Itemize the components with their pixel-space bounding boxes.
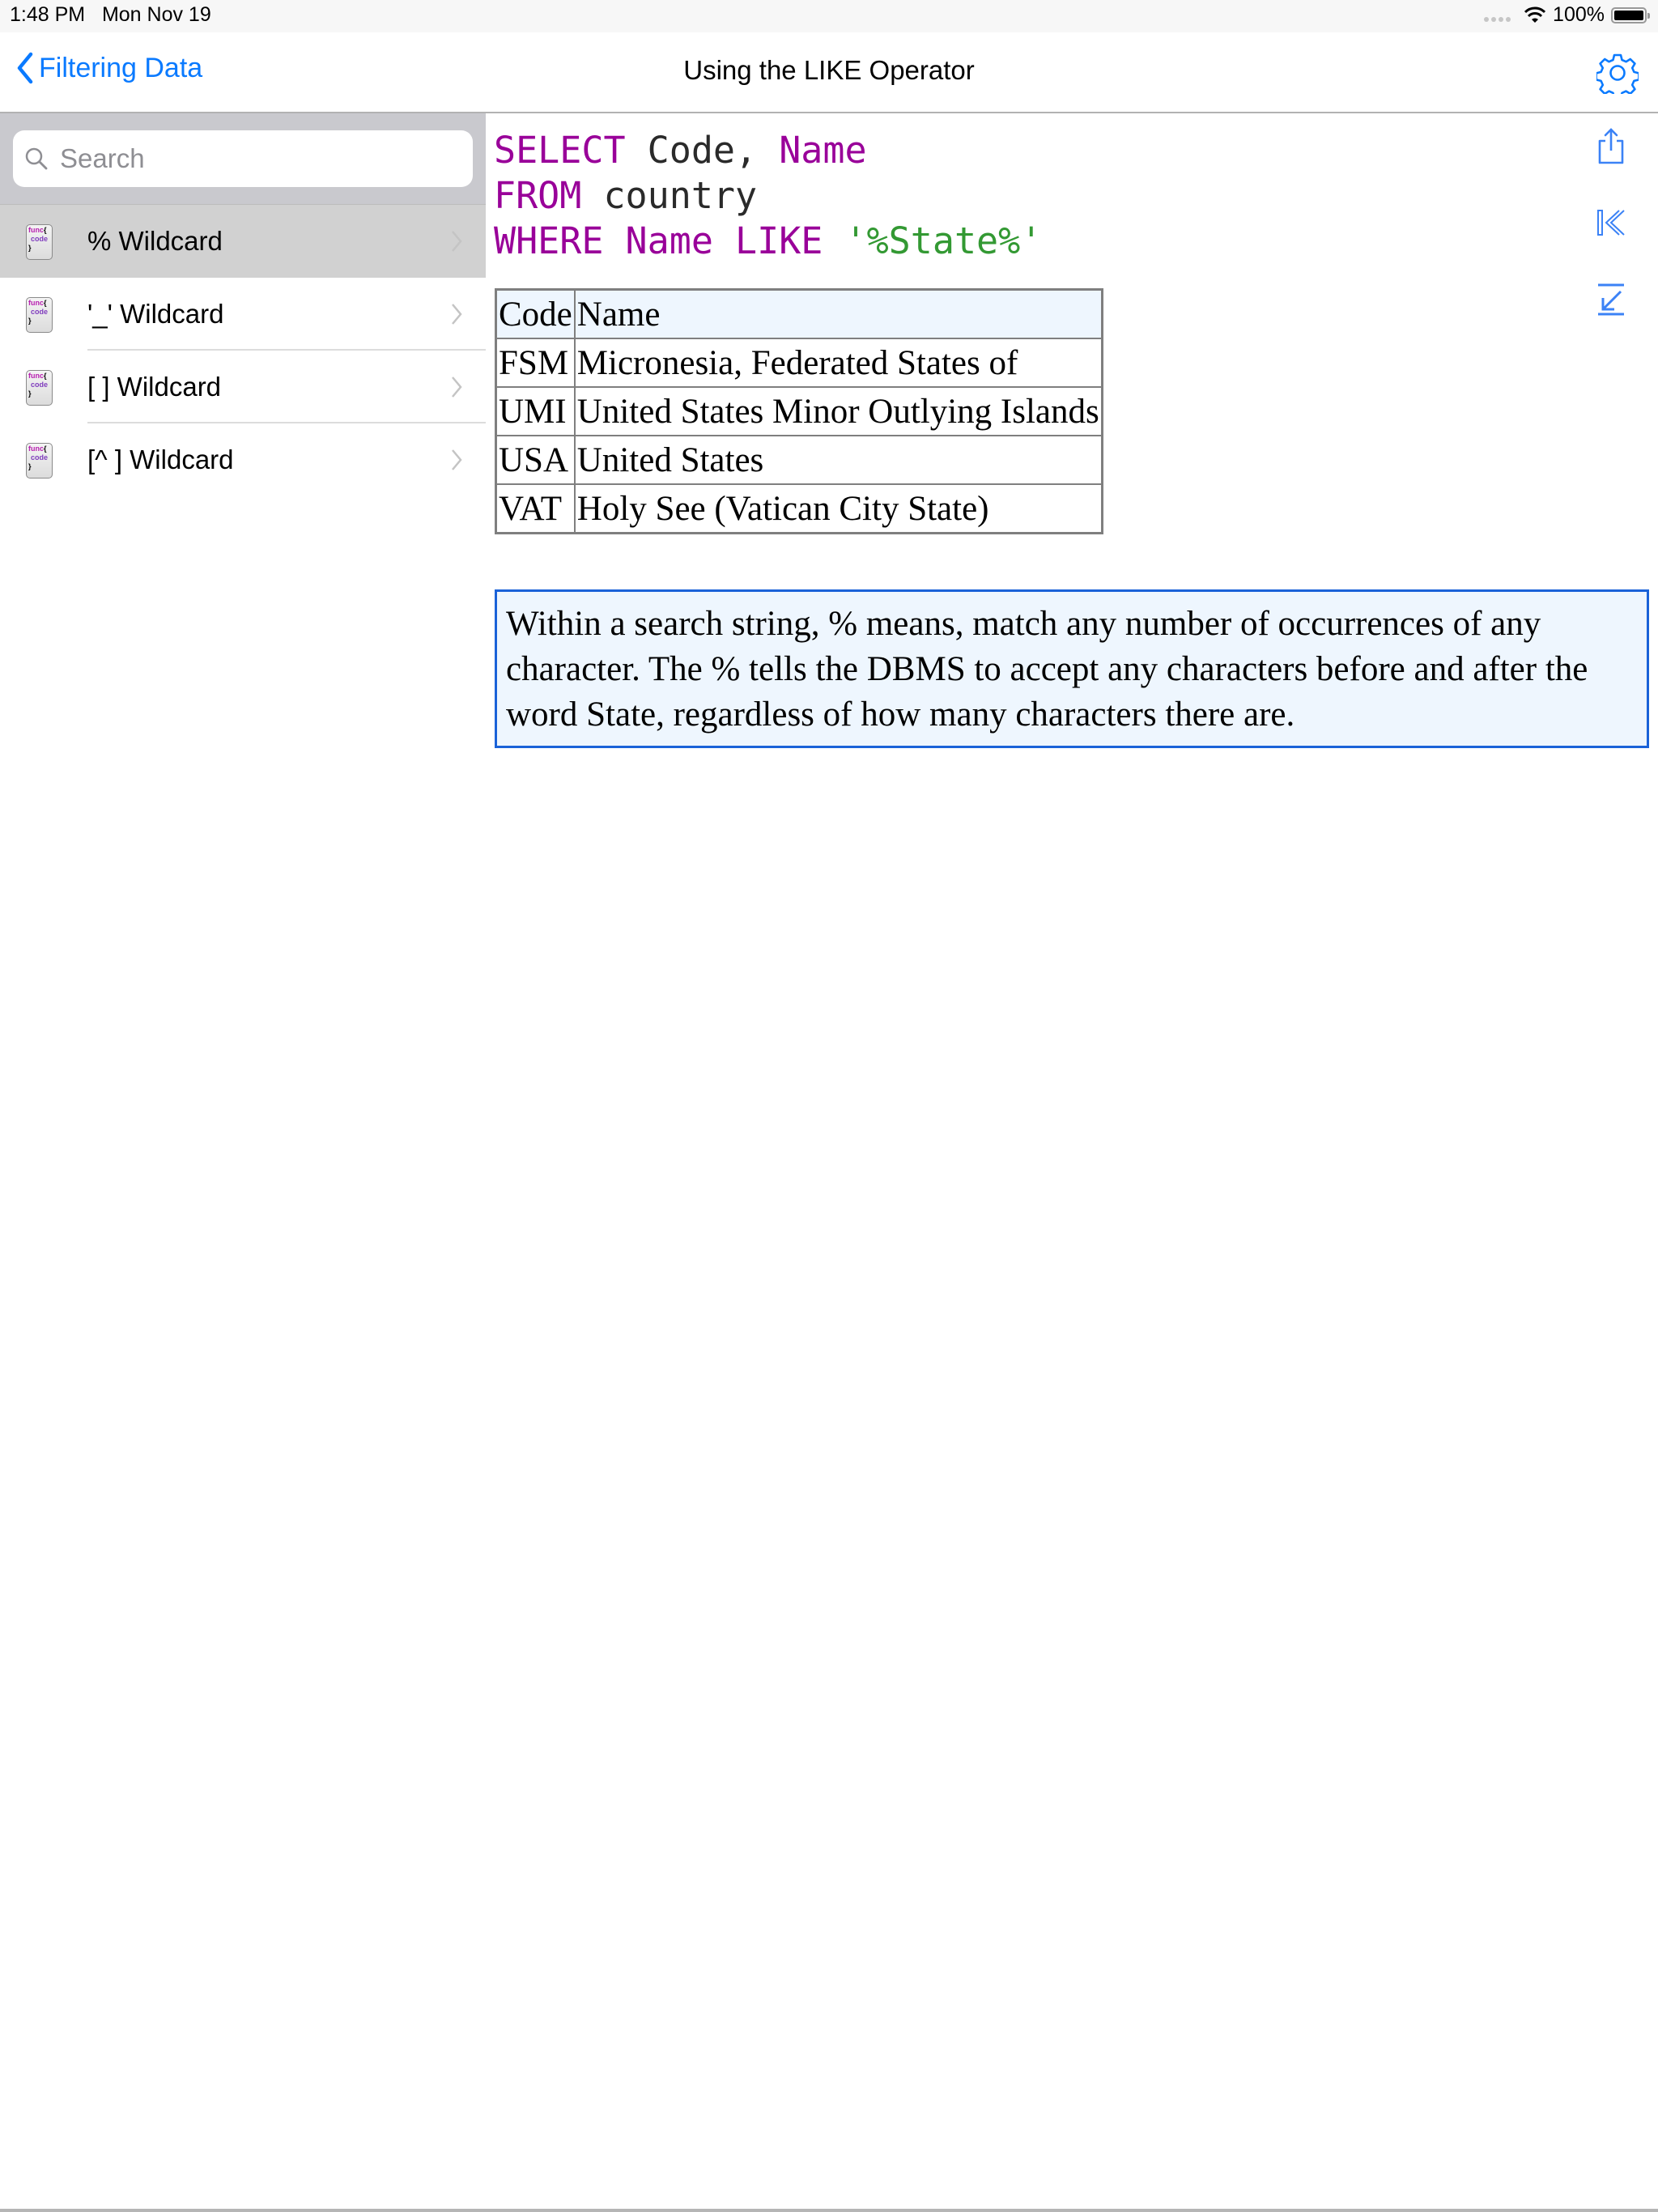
date-text: Mon Nov 19 bbox=[101, 3, 211, 26]
cell-code: VAT bbox=[496, 484, 575, 534]
code-file-icon: func{ code } bbox=[26, 224, 53, 260]
list-item-label: '_' Wildcard bbox=[87, 299, 224, 329]
cell-code: USA bbox=[496, 436, 575, 484]
code-file-icon: func{ code } bbox=[26, 297, 53, 333]
search-input[interactable] bbox=[58, 143, 450, 175]
column-header-name: Name bbox=[575, 290, 1102, 339]
chevron-right-icon bbox=[450, 229, 463, 253]
signal-dots-icon bbox=[1484, 17, 1511, 22]
list-item-label: [ ] Wildcard bbox=[87, 372, 222, 402]
time-text: 1:48 PM bbox=[10, 3, 86, 26]
table-row bbox=[496, 338, 1103, 387]
scroll-to-bottom-icon[interactable] bbox=[1595, 279, 1627, 319]
cell-name: Micronesia, Federated States of bbox=[575, 338, 1102, 387]
chevron-right-icon bbox=[450, 302, 463, 326]
result-table bbox=[495, 288, 1103, 534]
search-icon bbox=[24, 147, 49, 171]
page-title: Using the LIKE Operator bbox=[683, 55, 975, 85]
chevron-right-icon bbox=[450, 448, 463, 472]
table-row bbox=[496, 484, 1103, 534]
navigation-bar bbox=[0, 32, 1658, 113]
list-item-bracket-wildcard[interactable] bbox=[0, 351, 486, 423]
cell-name: United States bbox=[575, 436, 1102, 484]
search-field[interactable] bbox=[13, 130, 473, 187]
code-file-icon: func{ code } bbox=[26, 370, 53, 406]
list-item-label: [^ ] Wildcard bbox=[87, 445, 234, 474]
table-row bbox=[496, 387, 1103, 436]
table-header-row bbox=[496, 290, 1103, 339]
chevron-right-icon bbox=[450, 375, 463, 399]
home-indicator-bar bbox=[0, 2209, 1658, 2212]
back-label: Filtering Data bbox=[39, 52, 203, 83]
cell-name: United States Minor Outlying Islands bbox=[575, 387, 1102, 436]
gear-icon[interactable] bbox=[1596, 52, 1639, 94]
sql-code-block bbox=[494, 128, 1042, 264]
sql-keyword: SELECT bbox=[494, 129, 626, 172]
sql-keyword: WHERE Name LIKE bbox=[494, 219, 823, 262]
sql-string: '%State%' bbox=[844, 219, 1043, 262]
status-time bbox=[10, 3, 211, 27]
wifi-icon bbox=[1524, 6, 1546, 24]
cell-code: FSM bbox=[496, 338, 575, 387]
sql-text: country bbox=[581, 174, 758, 217]
sidebar bbox=[0, 113, 486, 2212]
list-item-percent-wildcard[interactable] bbox=[0, 204, 486, 278]
topic-list bbox=[0, 204, 486, 496]
explanation-note: Within a search string, % means, match any number of occurrences of any character. The % tells the DBMS to accept any characters before and after the word State, regardless of how many characters there are. bbox=[495, 589, 1649, 748]
status-bar bbox=[0, 0, 1658, 32]
content-pane bbox=[486, 113, 1658, 2202]
sql-text: Code, bbox=[625, 129, 780, 172]
code-file-icon: func{ code } bbox=[26, 443, 53, 479]
cell-name: Holy See (Vatican City State) bbox=[575, 484, 1102, 534]
collapse-sidebar-icon[interactable] bbox=[1595, 202, 1627, 243]
list-item-underscore-wildcard[interactable] bbox=[0, 278, 486, 351]
battery-icon bbox=[1611, 7, 1647, 23]
status-indicators bbox=[1484, 3, 1647, 27]
cell-code: UMI bbox=[496, 387, 575, 436]
column-header-code: Code bbox=[496, 290, 575, 339]
list-item-label: % Wildcard bbox=[87, 226, 223, 256]
list-item-negated-bracket-wildcard[interactable] bbox=[0, 423, 486, 496]
sql-keyword: FROM bbox=[494, 174, 582, 217]
share-icon[interactable] bbox=[1595, 126, 1627, 167]
table-row bbox=[496, 436, 1103, 484]
sql-keyword: Name bbox=[779, 129, 867, 172]
battery-percent: 100% bbox=[1553, 3, 1605, 26]
